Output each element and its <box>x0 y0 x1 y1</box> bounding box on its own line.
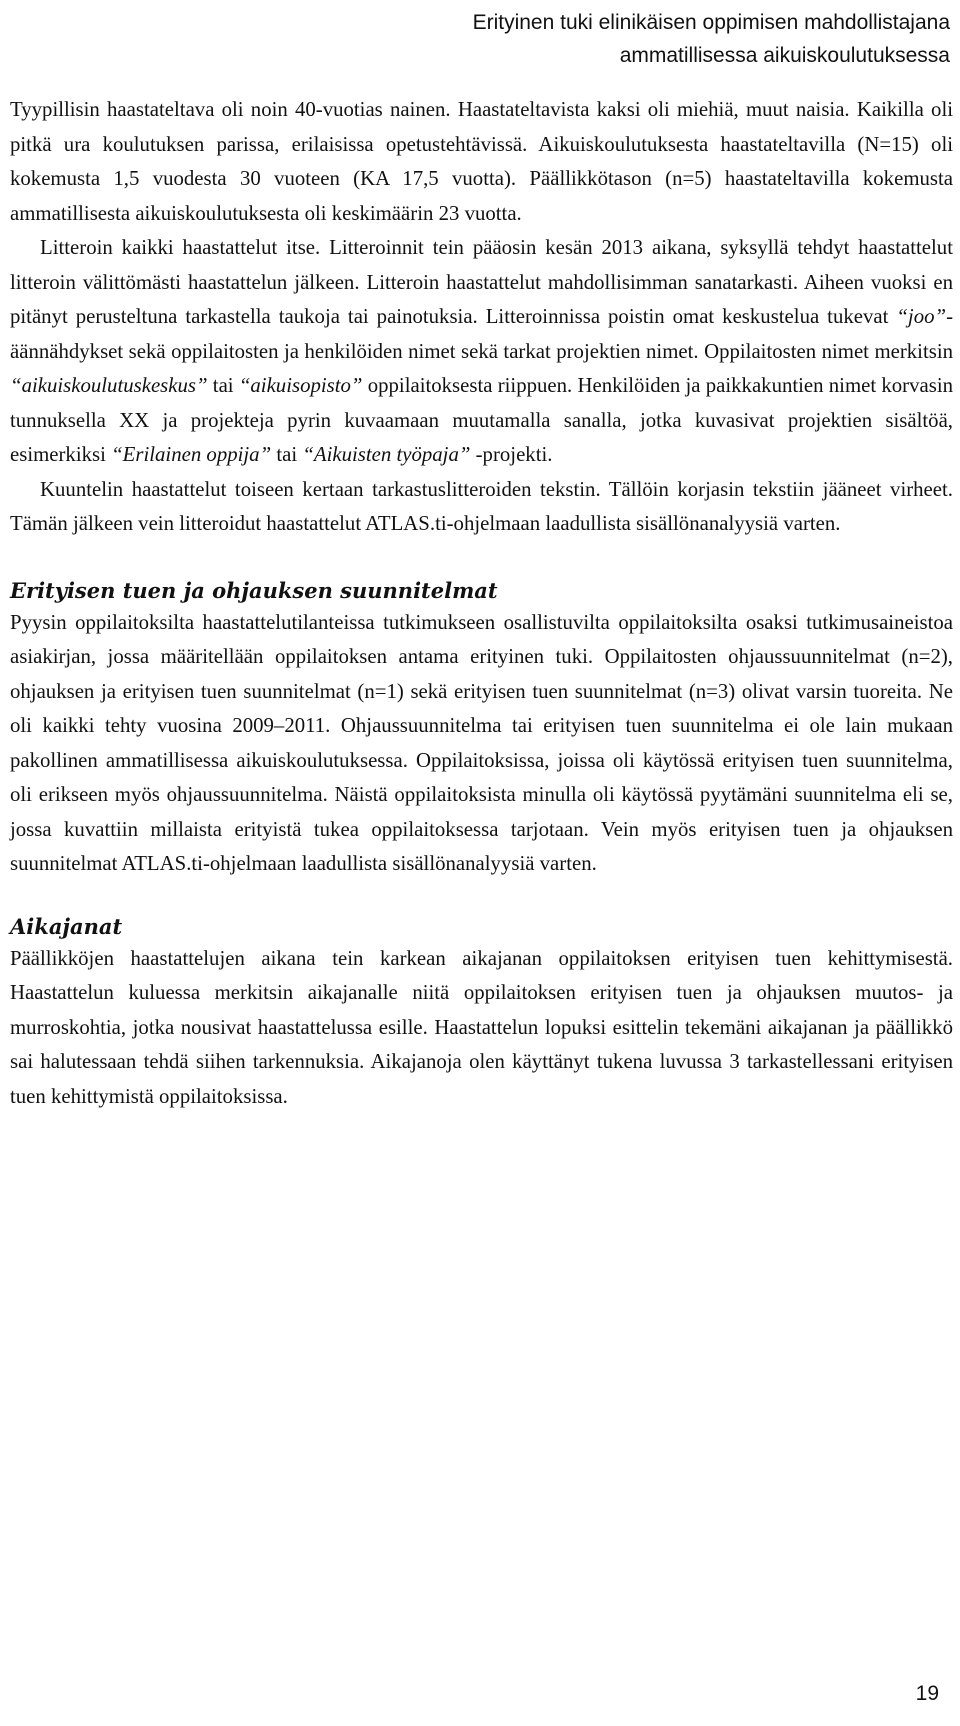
paragraph-transcription <box>10 231 953 473</box>
page-number: 19 <box>915 1682 939 1705</box>
section-heading-timelines: Aikajanat <box>10 913 123 939</box>
text-segment: -projekti. <box>470 443 553 466</box>
running-header <box>473 6 950 72</box>
page-body <box>10 93 953 1114</box>
paragraph-plans: Pyysin oppilaitoksilta haastattelutilanteissa tutkimukseen osallistuvilta oppilaitoksilta osaksi tutkimusaineistoa asiakirjan, jossa määritellään oppilaitoksen antama erityinen tuki. Oppilaitosten ohjaussuunnitelmat (n=2), ohjauksen ja erityisen tuen suunnitelmat (n=1) sekä erityisen tuen suunnitelmat (n=3) olivat varsin tuoreita. Ne oli kaikki tehty vuosina 2009–2011. Ohjaussuunnitelma tai erityisen tuen suunnitelma ei ole lain mukaan pakollinen ammatillisessa aikuiskoulutuksessa. Oppilaitoksissa, joissa oli käytössä erityisen tuen suunnitelma, oli erikseen myös ohjaussuunnitelma. Näistä oppilaitoksista minulla oli käytössä pyytämäni suunnitelma eli se, jossa kuvattiin millaista erityistä tukea oppilaitoksessa tarjotaan. Vein myös erityisen tuen ja ohjauksen suunnitelmat ATLAS.ti-ohjelmaan laadullista sisällönanalyysiä varten. <box>10 610 953 875</box>
text-segment: Litteroin kaikki haastattelut itse. Litteroinnit tein pääosin kesän 2013 aikana, syksyllä tehdyt haastattelut litteroin välittömästi haastattelun jälkeen. Litteroin haastattelut mahdollisimman sanatarkasti. Aiheen vuoksi en pitänyt perusteltuna tarkastella taukoja tai painotuksia. Litteroinnissa poistin omat keskustelua tukevat <box>10 236 953 328</box>
paragraph-timelines: Päällikköjen haastattelujen aikana tein karkean aikajanan oppilaitoksen erityisen tuen kehittymisestä. Haastattelun kuluessa merkitsin aikajanalle niitä oppilaitoksen erityisen tuen ja ohjauksen muutos- ja murroskohtia, jotka nousivat haastattelussa esille. Haastattelun lopuksi esittelin tekemäni aikajanan ja päällikkö sai halutessaan tehdä siihen tarkennuksia. Aikajanoja olen käyttänyt tukena luvussa 3 tarkastellessani erityisen tuen kehittymistä oppilaitoksissa. <box>10 946 953 1108</box>
paragraph-proofreading: Kuuntelin haastattelut toiseen kertaan tarkastuslitteroiden tekstin. Tällöin korjasin tekstiin jääneet virheet. Tämän jälkeen vein litteroidut haastattelut ATLAS.ti-ohjelmaan laadullista sisällönanalyysiä varten. <box>10 477 953 535</box>
text-segment: tai <box>271 443 303 466</box>
italic-term-joo: “joo” <box>896 305 947 328</box>
running-header-line-1: Erityinen tuki elinikäisen oppimisen mahdollistajana <box>472 11 950 34</box>
text-segment: -äännähdykset sekä oppilaitosten ja henkilöiden nimet sekä tarkat projektien nimet. Oppilaitosten nimet merkitsin <box>10 305 953 363</box>
italic-term-erilainen-oppija: “Erilainen oppija” <box>111 443 272 466</box>
running-header-line-2: ammatillisessa aikuiskoulutuksessa <box>619 44 950 67</box>
italic-term-aikuiskoulutuskeskus: “aikuiskoulutuskeskus” <box>10 374 208 397</box>
section-heading-plans: Erityisen tuen ja ohjauksen suunnitelmat <box>10 577 498 603</box>
text-segment: tai <box>207 374 239 397</box>
paragraph-interviewees: Tyypillisin haastateltava oli noin 40-vuotias nainen. Haastateltavista kaksi oli miehiä, muut naisia. Kaikilla oli pitkä ura koulutuksen parissa, erilaisissa opetustehtävissä. Aikuiskoulutuksesta haastateltavilla (N=15) oli kokemusta 1,5 vuodesta 30 vuoteen (KA 17,5 vuotta). Päällikkötason (n=5) haastateltavilla kokemusta ammatillisesta aikuiskoulutuksesta oli keskimäärin 23 vuotta. <box>10 98 953 225</box>
italic-term-aikuisopisto: “aikuisopisto” <box>238 374 363 397</box>
text-segment: oppilaitoksesta riippuen. Henkilöiden ja paikkakuntien nimet korvasin tunnuksella XX ja projekteja pyrin kuvaamaan muutamalla sanalla, jotka kuvasivat projektien sisältöä, esimerkiksi <box>10 374 954 466</box>
italic-term-aikuisten-tyopaja: “Aikuisten työpaja” <box>302 443 471 466</box>
